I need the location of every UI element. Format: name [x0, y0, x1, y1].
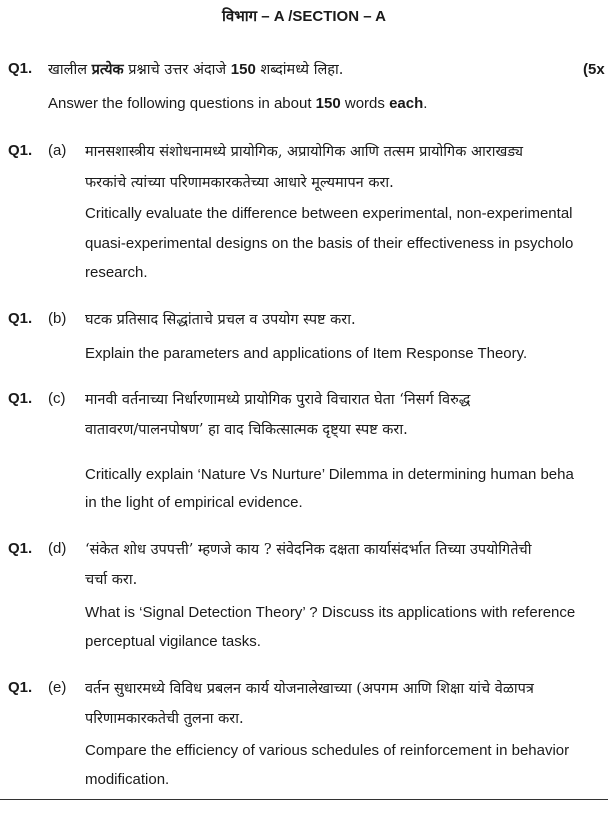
question-english-line: perceptual vigilance tasks.: [85, 633, 261, 650]
question-marathi-line: ‘संकेत शोध उपपत्ती’ म्हणजे काय ? संवेदनिक दक्षता कार्यासंदर्भात तिच्या उपयोगितेची: [85, 542, 532, 558]
question-english-line: Explain the parameters and applications of Item Response Theory.: [85, 345, 528, 362]
question-part-label: (e): [48, 679, 67, 696]
marks-label: (5x: [583, 61, 605, 78]
question-english-line: Compare the efficiency of various schedules of reinforcement in behavior: [85, 742, 570, 759]
question-number: Q1.: [8, 310, 33, 327]
question-number: Q1.: [8, 679, 33, 696]
question-english-line: modification.: [85, 771, 170, 788]
question-english-line: quasi-experimental designs on the basis of their effectiveness in psycholo: [85, 235, 574, 252]
question-marathi-line: वर्तन सुधारमध्ये विविध प्रबलन कार्य योजनालेखाच्या (अपगम आणि शिक्षा यांचे वेळापत्र: [85, 681, 534, 697]
question-english-line: research.: [85, 264, 148, 281]
intro-marathi-instruction: खालील प्रत्येक प्रश्नाचे उत्तर अंदाजे 150 शब्दांमध्ये लिहा.: [48, 61, 344, 78]
question-part-label: (c): [48, 390, 66, 407]
question-english-line: What is ‘Signal Detection Theory’ ? Discuss its applications with reference: [85, 604, 576, 621]
footer-divider: [0, 799, 608, 800]
question-part-label: (d): [48, 540, 67, 557]
question-english-line: in the light of empirical evidence.: [85, 494, 303, 511]
question-number: Q1.: [8, 142, 33, 159]
question-number: Q1.: [8, 390, 33, 407]
question-marathi-line: वातावरण/पालनपोषण’ हा वाद चिकित्सात्मक दृष्ट्या स्पष्ट करा.: [85, 422, 408, 438]
question-part-label: (b): [48, 310, 67, 327]
question-marathi-line: घटक प्रतिसाद सिद्धांताचे प्रचल व उपयोग स्पष्ट करा.: [85, 312, 356, 328]
question-marathi-line: फरकांचे त्यांच्या परिणामकारकतेच्या आधारे मूल्यमापन करा.: [85, 175, 394, 191]
section-title: विभाग – A /SECTION – A: [221, 8, 386, 25]
question-marathi-line: मानसशास्त्रीय संशोधनामध्ये प्रायोगिक, अप्रायोगिक आणि तत्सम प्रायोगिक आराखड्य: [85, 144, 524, 160]
intro-question-number: Q1.: [8, 60, 33, 77]
question-marathi-line: मानवी वर्तनाच्या निर्धारणामध्ये प्रायोगिक पुरावे विचारात घेता ‘निसर्ग विरुद्ध: [85, 392, 471, 408]
question-english-line: Critically evaluate the difference between experimental, non-experimental: [85, 205, 573, 222]
question-marathi-line: चर्चा करा.: [85, 572, 138, 588]
question-english-line: Critically explain ‘Nature Vs Nurture’ Dilemma in determining human beha: [85, 466, 574, 483]
question-number: Q1.: [8, 540, 33, 557]
intro-english-instruction: Answer the following questions in about 150 words each.: [48, 95, 428, 112]
question-part-label: (a): [48, 142, 67, 159]
question-marathi-line: परिणामकारकतेची तुलना करा.: [85, 711, 244, 727]
